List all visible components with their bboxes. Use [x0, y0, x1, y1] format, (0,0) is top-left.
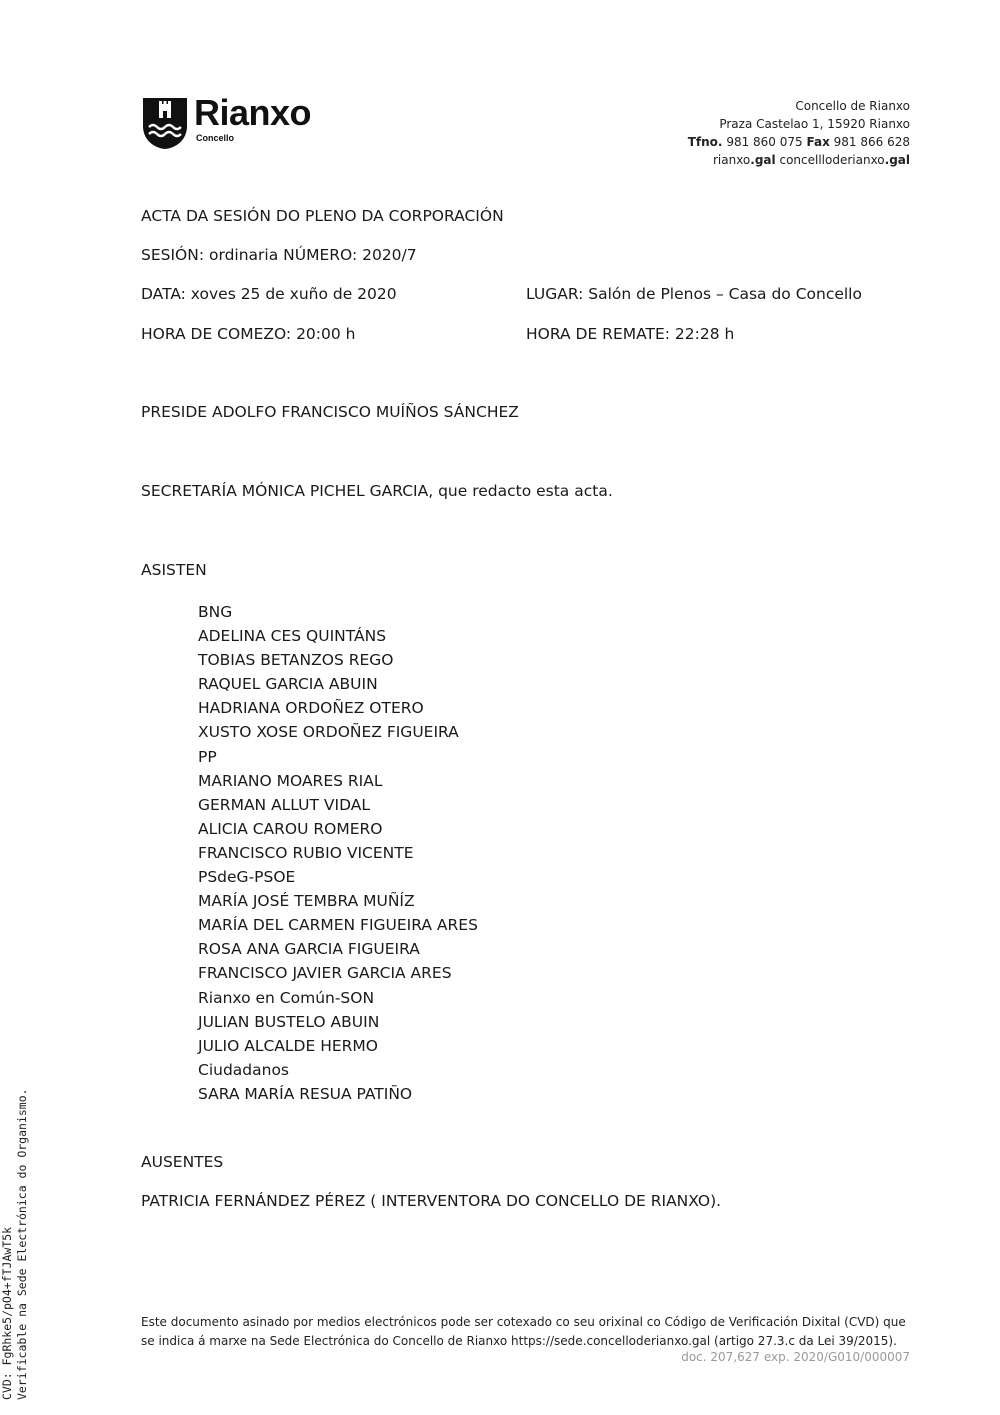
- web2-suffix: .gal: [884, 153, 910, 167]
- verification-footer: [141, 1313, 911, 1351]
- list-item: HADRIANA ORDOÑEZ OTERO: [198, 699, 424, 718]
- tel-label: Tfno.: [687, 135, 723, 149]
- session-place: LUGAR: Salón de Plenos – Casa do Concello: [526, 285, 862, 303]
- attendees-heading: ASISTEN: [141, 561, 207, 579]
- contact-address: Praza Castelao 1, 15920 Rianxo: [719, 117, 910, 131]
- fax-value: 981 866 628: [833, 135, 910, 149]
- session-end: HORA DE REMATE: 22:28 h: [526, 325, 735, 343]
- list-item: PP: [198, 747, 217, 766]
- list-item: Rianxo en Común-SON: [198, 988, 375, 1007]
- session-date: DATA: xoves 25 de xuño de 2020: [141, 285, 397, 303]
- cvd-code: CVD: FgRhke5/pO4+fTJAwT5k: [0, 1226, 14, 1400]
- list-item: TOBIAS BETANZOS REGO: [198, 651, 394, 670]
- list-item: XUSTO XOSE ORDOÑEZ FIGUEIRA: [198, 723, 459, 742]
- footer-line2: se indica á marxe na Sede Electrónica do Concello de Rianxo https://sede.concelloderianxo.gal (artigo 27.3.c da Lei 39/2015).: [141, 1334, 897, 1348]
- cvd-margin-text: [0, 1000, 30, 1400]
- contact-block: [688, 97, 910, 169]
- document-reference: doc. 207,627 exp. 2020/G010/000007: [681, 1350, 910, 1364]
- list-item: MARIANO MOARES RIAL: [198, 771, 383, 790]
- absent-heading: AUSENTES: [141, 1153, 224, 1171]
- acta-title: ACTA DA SESIÓN DO PLENO DA CORPORACIÓN: [141, 207, 504, 225]
- web1-prefix: rianxo: [712, 153, 751, 167]
- list-item: FRANCISCO JAVIER GARCIA ARES: [198, 964, 452, 983]
- list-item: JULIO ALCALDE HERMO: [198, 1036, 378, 1055]
- list-item: JULIAN BUSTELO ABUIN: [198, 1012, 380, 1031]
- list-item: ROSA ANA GARCIA FIGUEIRA: [198, 940, 420, 959]
- list-item: ALICIA CAROU ROMERO: [198, 819, 383, 838]
- web2-prefix: concellloderianxo: [779, 153, 885, 167]
- list-item: ADELINA CES QUINTÁNS: [198, 627, 387, 646]
- fax-label: Fax: [806, 135, 830, 149]
- rianxo-logo: [142, 92, 352, 152]
- session-number: SESIÓN: ordinaria NÚMERO: 2020/7: [141, 246, 417, 264]
- tel-value: 981 860 075: [726, 135, 803, 149]
- contact-line1: Concello de Rianxo: [795, 99, 910, 113]
- attendees-list: [198, 600, 478, 1106]
- list-item: FRANCISCO RUBIO VICENTE: [198, 843, 414, 862]
- web1-suffix: .gal: [750, 153, 776, 167]
- session-secretary: SECRETARÍA MÓNICA PICHEL GARCIA, que redacto esta acta.: [141, 482, 613, 500]
- footer-line1: Este documento asinado por medios electrónicos pode ser cotexado co seu orixinal co Código de Verificación Dixital (CVD) que: [141, 1315, 906, 1329]
- list-item: GERMAN ALLUT VIDAL: [198, 795, 370, 814]
- session-start: HORA DE COMEZO: 20:00 h: [141, 325, 356, 343]
- list-item: Ciudadanos: [198, 1060, 290, 1079]
- list-item: BNG: [198, 603, 233, 621]
- list-item: MARÍA DEL CARMEN FIGUEIRA ARES: [198, 916, 478, 935]
- coat-of-arms-icon: [142, 96, 188, 150]
- logo-subtitle: Concello: [196, 133, 235, 143]
- contact-phones: [688, 133, 910, 151]
- list-item: SARA MARÍA RESUA PATIÑO: [198, 1084, 413, 1103]
- list-item: MARÍA JOSÉ TEMBRA MUÑÍZ: [198, 892, 415, 911]
- cvd-verify: Verificable na Sede Electrónica do Organismo.: [15, 1088, 29, 1400]
- session-preside: PRESIDE ADOLFO FRANCISCO MUÍÑOS SÁNCHEZ: [141, 403, 519, 421]
- logo-name: Rianxo: [194, 92, 312, 133]
- absent-person: PATRICIA FERNÁNDEZ PÉREZ ( INTERVENTORA DO CONCELLO DE RIANXO).: [141, 1192, 722, 1210]
- list-item: RAQUEL GARCIA ABUIN: [198, 675, 378, 694]
- contact-web: [688, 151, 910, 169]
- list-item: PSdeG-PSOE: [198, 868, 296, 887]
